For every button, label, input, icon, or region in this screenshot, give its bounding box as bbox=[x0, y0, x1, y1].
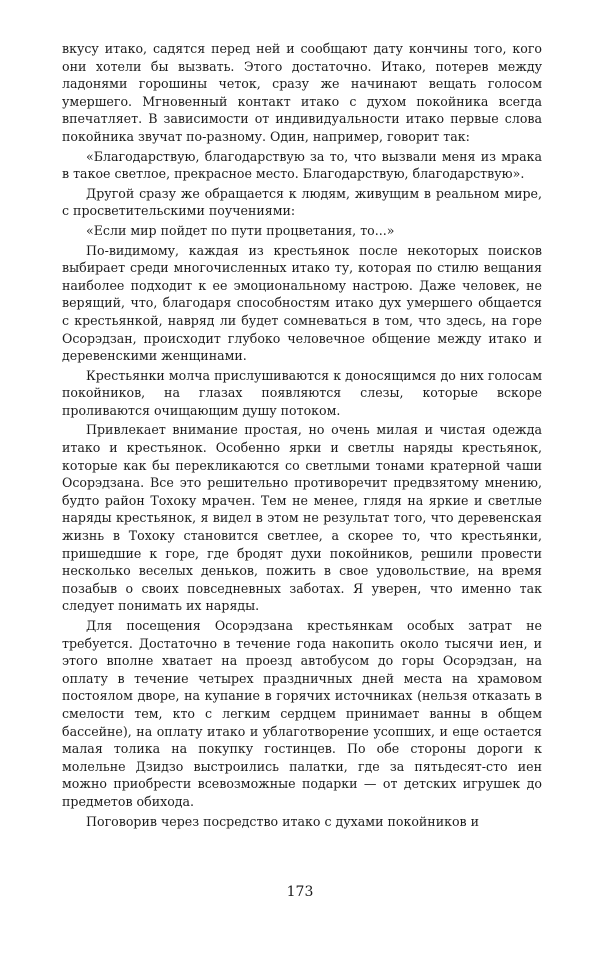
paragraph: Привлекает внимание простая, но очень милая и чистая одежда итако и крестьянок. Особенно ярки и светлы наряды крестьянок, которые как бы перекликаются со светлыми тонами кратерной чаши Осорэдзана. Все это решительно противоречит предвзятому мнению, будто район Тохоку мрачен. Тем не менее, глядя на яркие и светлые наряды крестьянок, я видел в этом не результат того, что деревенская жизнь в Тохоку становится светлее, а скорее то, что крестьянки, пришедшие к горе, где бродят духи покойников, решили провести несколько веселых деньков, пожить в свое удовольствие, на время позабыв о своих повседневных заботах. Я уверен, что именно так следует понимать их наряды. bbox=[62, 422, 542, 614]
quote-paragraph: «Если мир пойдет по пути процветания, то...» bbox=[86, 222, 395, 238]
paragraph-last: Поговорив через посредство итако с духами покойников и bbox=[86, 813, 480, 829]
paragraph: По-видимому, каждая из крестьянок после некоторых поисков выбирает среди многочисленных итако ту, которая по стилю вещания наиболее подходит к ее эмоциональному настрою. Даже человек, не верящий, что, благодаря способностям итако дух умершего общается с крестьянкой, навряд ли будет сомневаться в том, что здесь, на горе Осорэдзан, происходит глубоко человечное общение между итако и деревенскими женщинами. bbox=[62, 242, 542, 364]
quote-paragraph: «Благодарствую, благодарствую за то, что вызвали меня из мрака в такое светлое, прекрасное место. Благодарствую, благодарствую». bbox=[62, 148, 542, 182]
page-text bbox=[62, 40, 542, 832]
paragraph-continued: вкусу итако, садятся перед ней и сообщают дату кончины того, кого они хотели бы вызвать. Этого достаточно. Итако, потерев между ладонями горошины четок, сразу же начинают вещать голосом умершего. Мгновенный контакт итако с духом покойника всегда впечатляет. В зависимости от индивидуальности итако первые слова покойника звучат по-разному. Один, например, говорит так: bbox=[62, 41, 542, 144]
page-number: 173 bbox=[286, 884, 314, 900]
paragraph: Для посещения Осорэдзана крестьянкам особых затрат не требуется. Достаточно в течение года накопить около тысячи иен, и этого вполне хватает на проезд автобусом до горы Осорэдзан, на оплату в течение четырех праздничных дней места на храмовом постоялом дворе, на купание в горячих источниках (нельзя отказать в смелости тем, кто с легким сердцем принимает ванны в общем бассейне), на оплату итако и ублаготворение усопших, и еще остается малая толика на покупку гостинцев. По обе стороны дороги к молельне Дзидзо выстроились палатки, где за пятьдесят-сто иен можно приобрести всевозможные подарки — от детских игрушек до предметов обихода. bbox=[62, 618, 542, 809]
paragraph: Другой сразу же обращается к людям, живущим в реальном мире, с просветительскими поучениями: bbox=[62, 185, 542, 219]
paragraph: Крестьянки молча прислушиваются к доносящимся до них голосам покойников, на глазах появляются слезы, которые вскоре проливаются очищающим душу потоком. bbox=[62, 367, 542, 418]
